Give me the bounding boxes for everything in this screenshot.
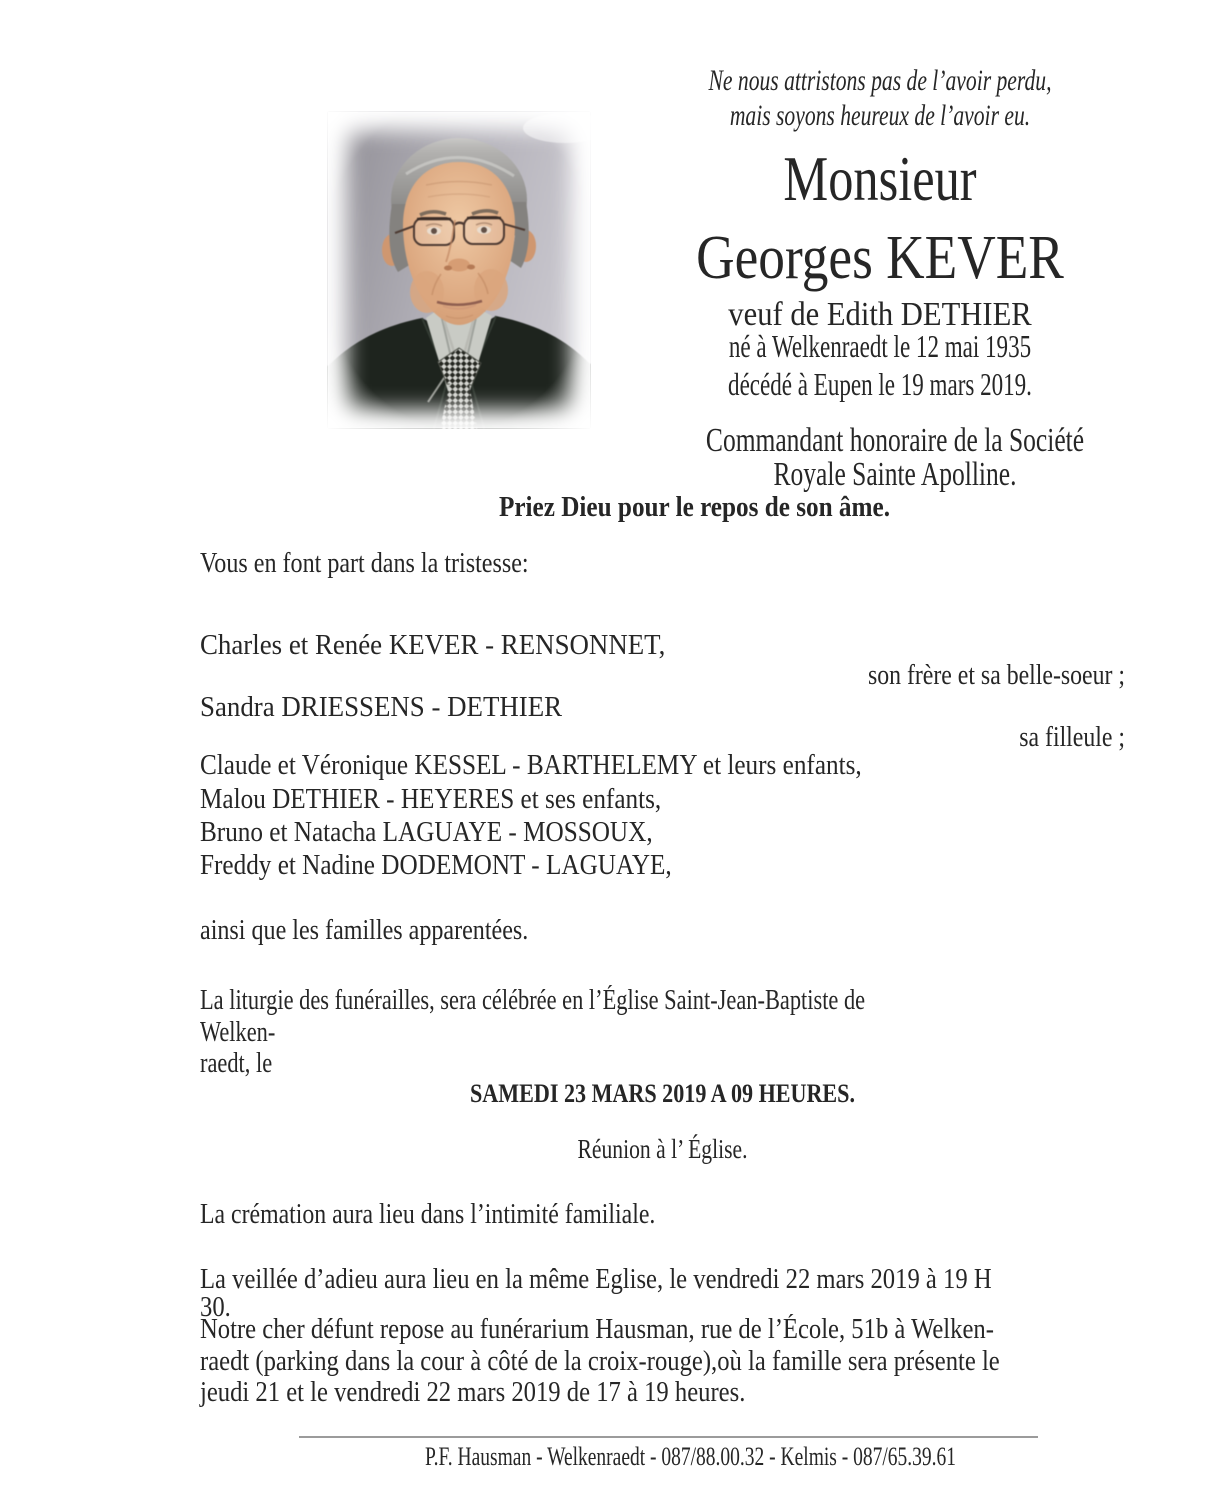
epigraph-line-1: Ne nous attristons pas de l’avoir perdu, [708, 64, 1052, 97]
mourner-names-2: Sandra DRIESSENS - DETHIER [200, 692, 563, 723]
death-line: décédé à Eupen le 19 mars 2019. [728, 365, 1032, 402]
liturgy-paragraph [200, 985, 1125, 1080]
ceremony-datetime: SAMEDI 23 MARS 2019 A 09 HEURES. [470, 1079, 855, 1108]
repose-line-2: raedt (parking dans la cour à côté de la croix-rouge),où la famille sera présente le [200, 1345, 1000, 1377]
mourner-relation-1: son frère et sa belle-soeur ; [867, 660, 1125, 691]
honor-line-2: Royale Sainte Apolline. [773, 456, 1017, 493]
repose-line-1: Notre cher défunt repose au funérarium Hausman, rue de l’École, 51b à Welken- [200, 1314, 994, 1345]
mourner-names-5: Bruno et Natacha LAGUAYE - MOSSOUX, [200, 817, 653, 848]
vigil-line: La veillée d’adieu aura lieu en la même Eglise, le vendredi 22 mars 2019 à 19 H 30. [200, 1264, 992, 1323]
mourner-names-3: Claude et Véronique KESSEL - BARTHELEMY et leurs enfants, [200, 750, 862, 781]
mourner-names-1: Charles et Renée KEVER - RENSONNET, [200, 630, 666, 661]
widower-line: veuf de Edith DETHIER [728, 296, 1032, 333]
epigraph-line-2: mais soyons heureux de l’avoir eu. [729, 99, 1031, 132]
epigraph [620, 63, 1140, 133]
mourner-names-4: Malou DETHIER - HEYERES et ses enfants, [200, 784, 662, 815]
deceased-name: Georges KEVER [696, 224, 1064, 292]
cremation-line: La crémation aura lieu dans l’intimité familiale. [200, 1199, 656, 1230]
title-monsieur: Monsieur [783, 144, 977, 214]
repose-paragraph [200, 1314, 1125, 1409]
mourner-relation-2: sa filleule ; [1019, 722, 1125, 753]
meeting-line: Réunion à l’ Église. [577, 1134, 748, 1164]
intro-line: Vous en font part dans la tristesse: [200, 548, 529, 579]
birth-line: né à Welkenraedt le 12 mai 1935 [728, 328, 1032, 364]
funeral-home-contact: P.F. Hausman - Welkenraedt - 087/88.00.32 - Kelmis - 087/65.39.61 [424, 1442, 957, 1471]
liturgy-line-2: raedt, le [200, 1048, 273, 1079]
portrait-illustration [328, 112, 590, 428]
prayer-line: Priez Dieu pour le repos de son âme. [498, 492, 891, 523]
mourner-names-6: Freddy et Nadine DODEMONT - LAGUAYE, [200, 850, 672, 881]
honor-title [625, 424, 1165, 492]
birth-death-lines [620, 328, 1140, 403]
portrait-photo [328, 112, 590, 428]
families-line: ainsi que les familles apparentées. [200, 915, 529, 946]
liturgy-line-1: La liturgie des funérailles, sera célébrée en l’Église Saint-Jean-Baptiste de Welken- [200, 985, 866, 1048]
repose-line-3: jeudi 21 et le vendredi 22 mars 2019 de 17 à 19 heures. [200, 1377, 746, 1408]
honor-line-1: Commandant honoraire de la Société [705, 422, 1085, 459]
footer-divider [299, 1436, 1038, 1438]
